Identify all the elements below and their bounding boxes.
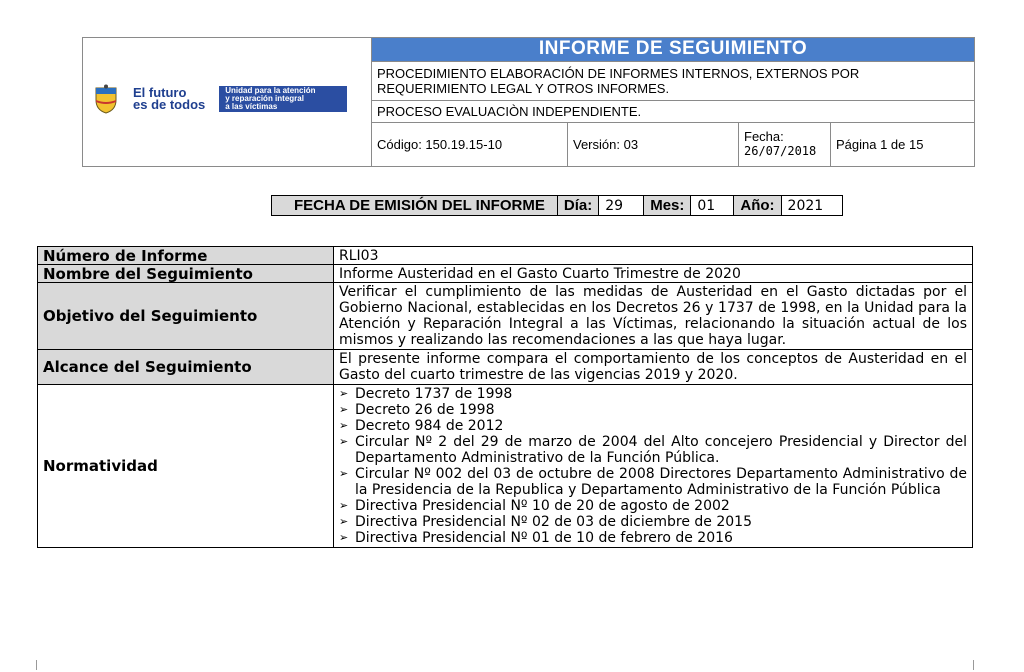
month-label: Mes:: [644, 196, 691, 216]
followup-name-value: Informe Austeridad en el Gasto Cuarto Trimestre de 2020: [334, 265, 973, 283]
scope-value: El presente informe compara el comportamiento de los conceptos de Austeridad en el Gasto del cuarto trimestre de las vigencias 2019 y 2020.: [334, 350, 973, 385]
document-header: [82, 37, 975, 167]
day-label: Día:: [557, 196, 598, 216]
report-number-value: RLI03: [334, 247, 973, 265]
report-title: INFORME DE SEGUIMIENTO: [372, 38, 975, 62]
normativity-list: [339, 386, 967, 546]
month-value: 01: [691, 196, 734, 216]
list-item: ➢ Decreto 1737 de 1998: [339, 386, 967, 402]
page-number: Página 1 de 15: [831, 122, 975, 166]
day-value: 29: [599, 196, 644, 216]
document-version: Versión: 03: [568, 122, 739, 166]
crop-mark-left: [36, 660, 37, 670]
list-item: ➢ Circular Nº 002 del 03 de octubre de 2008 Directores Departamento Administrativo de la Presidencia de la Republica y Departamento Administrativo de la Función Pública: [339, 466, 967, 498]
emission-date-table: [271, 195, 843, 216]
list-item: ➢ Decreto 26 de 1998: [339, 402, 967, 418]
scope-label: Alcance del Seguimiento: [38, 350, 334, 385]
crop-mark-right: [973, 660, 974, 670]
report-info-table: [37, 246, 973, 548]
objective-label: Objetivo del Seguimiento: [38, 283, 334, 350]
list-item: ➢ Circular Nº 2 del 29 de marzo de 2004 del Alto concejero Presidencial y Director del Departamento Administrativo de la Función Pública.: [339, 434, 967, 466]
year-value: 2021: [781, 196, 842, 216]
normativity-value: [334, 385, 973, 548]
list-item: ➢ Decreto 984 de 2012: [339, 418, 967, 434]
list-item: ➢ Directiva Presidencial Nº 02 de 03 de diciembre de 2015: [339, 514, 967, 530]
logo-cell: [83, 38, 372, 167]
process-text: PROCESO EVALUACIÒN INDEPENDIENTE.: [372, 101, 975, 123]
objective-value: Verificar el cumplimiento de las medidas de Austeridad en el Gasto dictadas por el Gobierno Nacional, establecidas en los Decretos 26 y 1737 de 1998, en la Unidad para la Atención y Reparación Integral a las Víctimas, relacionando la situación actual de los mismos y realizando las recomendaciones a las que haya lugar.: [334, 283, 973, 350]
institution-logo: [93, 82, 361, 116]
list-item: ➢ Directiva Presidencial Nº 01 de 10 de febrero de 2016: [339, 530, 967, 546]
report-number-label: Número de Informe: [38, 247, 334, 265]
list-item: ➢ Directiva Presidencial Nº 10 de 20 de agosto de 2002: [339, 498, 967, 514]
normativity-label: Normatividad: [38, 385, 334, 548]
coat-of-arms-icon: [93, 84, 119, 114]
tagline: El futuro es de todos: [133, 85, 206, 112]
followup-name-label: Nombre del Seguimiento: [38, 265, 334, 283]
document-date: Fecha: 26/07/2018: [739, 122, 831, 166]
unit-name-box: Unidad para la atención y reparación integral a las víctimas: [219, 86, 347, 112]
procedure-text: PROCEDIMIENTO ELABORACIÓN DE INFORMES INTERNOS, EXTERNOS POR REQUERIMIENTO LEGAL Y OTROS INFORMES.: [372, 61, 975, 101]
year-label: Año:: [734, 196, 781, 216]
document-code: Código: 150.19.15-10: [372, 122, 568, 166]
emission-date-label: FECHA DE EMISIÓN DEL INFORME: [272, 196, 558, 216]
